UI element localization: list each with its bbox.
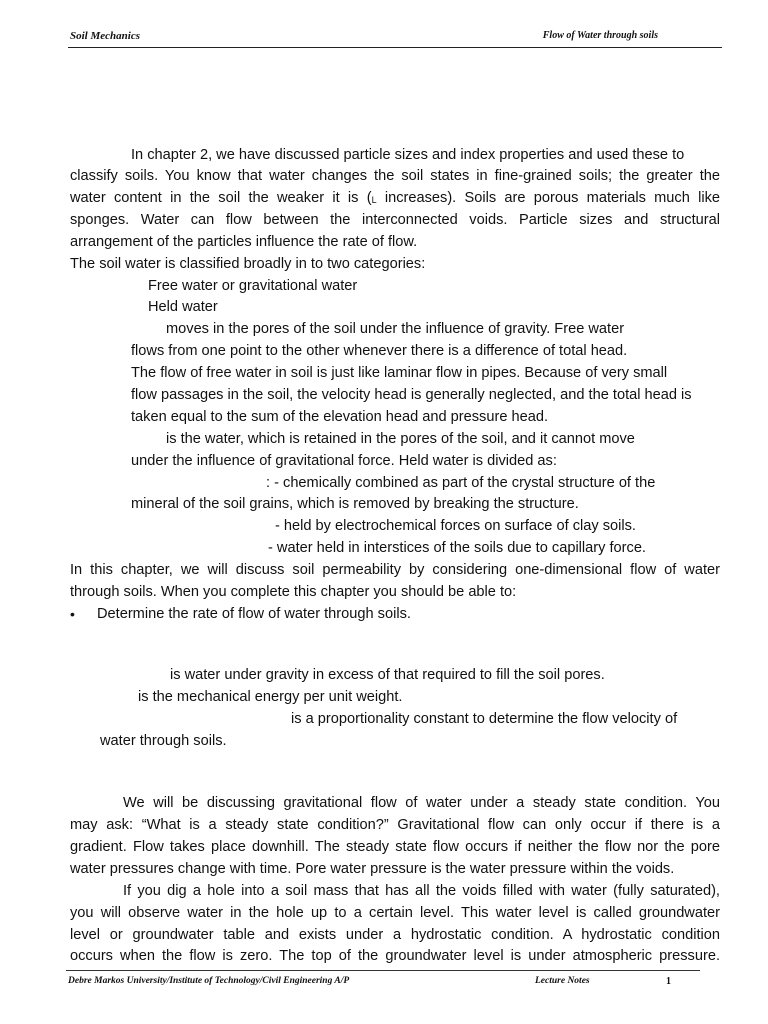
para-intro-line-3a: water content in the soil the weaker it is ( (70, 190, 372, 206)
held-water-line-5: - held by electrochemical forces on surface of clay soils. (275, 518, 636, 534)
held-water-line-3: : - chemically combined as part of the crystal structure of the (266, 475, 656, 491)
free-water-line-5: taken equal to the sum of the elevation head and pressure head. (131, 409, 549, 425)
held-water-line-4: mineral of the soil grains, which is removed by breaking the structure. (131, 496, 579, 512)
para-intro-line-4: sponges. Water can flow between the interconnected voids. Particle sizes and structural (70, 212, 720, 228)
steady-state-line-4: water pressures change with time. Pore water pressure is the water pressure within the voids. (70, 861, 675, 877)
groundwater-line-3: level or groundwater table and exists under a hydrostatic condition. A hydrostatic condition (70, 927, 720, 943)
free-water-line-3: The flow of free water in soil is just like laminar flow in pipes. Because of very small (131, 365, 668, 381)
para-intro-line-1: In chapter 2, we have discussed particle sizes and index properties and used these to (131, 147, 685, 163)
footer-lecture-notes: Lecture Notes (535, 976, 590, 986)
para-intro-line-5: arrangement of the particles influence the rate of flow. (70, 234, 418, 250)
page-number: 1 (666, 976, 671, 987)
free-water-line-2: flows from one point to the other whenever there is a difference of total head. (131, 343, 628, 359)
held-water-line-2: under the influence of gravitational force. Held water is divided as: (131, 453, 557, 469)
category-free-water: Free water or gravitational water (148, 278, 358, 294)
running-header-left: Soil Mechanics (70, 30, 140, 42)
definition-1: is water under gravity in excess of that required to fill the soil pores. (170, 667, 605, 683)
free-water-line-4: flow passages in the soil, the velocity head is generally neglected, and the total head is (131, 387, 692, 403)
groundwater-line-1: If you dig a hole into a soil mass that has all the voids filled with water (fully saturated), (123, 883, 720, 899)
para-intro-line-2: classify soils. You know that water changes the soil states in fine-grained soils; the greater the (70, 168, 720, 184)
chapter-intro-line-2: through soils. When you complete this chapter you should be able to: (70, 584, 517, 600)
category-held-water: Held water (148, 299, 218, 315)
chapter-intro-line-1: In this chapter, we will discuss soil permeability by considering one-dimensional flow of water (70, 562, 720, 578)
bullet-mark: • (70, 606, 75, 622)
para-intro-line-3 (70, 188, 720, 210)
soil-water-categories-intro: The soil water is classified broadly in to two categories: (70, 256, 426, 272)
steady-state-line-2: may ask: “What is a steady state condition?” Gravitational flow can only occur if there is a (70, 817, 720, 833)
steady-state-line-3: gradient. Flow takes place downhill. The steady state flow occurs if neither the flow nor the pore (70, 839, 720, 855)
groundwater-line-4: occurs when the flow is zero. The top of the groundwater level is under atmospheric pressure. (70, 948, 720, 964)
footer-rule (66, 970, 700, 971)
free-water-line-1: moves in the pores of the soil under the influence of gravity. Free water (166, 321, 625, 337)
groundwater-line-2: you will observe water in the hole up to a certain level. This water level is called groundwater (70, 905, 720, 921)
steady-state-line-1: We will be discussing gravitational flow of water under a steady state condition. You (123, 795, 720, 811)
footer-institution: Debre Markos University/Institute of Technology/Civil Engineering A/P (68, 976, 350, 986)
header-rule (68, 47, 722, 48)
liquid-limit-subscript: L (371, 195, 377, 205)
definition-2: is the mechanical energy per unit weight. (138, 689, 403, 705)
definition-3-line-2: water through soils. (100, 733, 227, 749)
held-water-line-6: - water held in interstices of the soils due to capillary force. (268, 540, 646, 556)
held-water-line-1: is the water, which is retained in the pores of the soil, and it cannot move (166, 431, 635, 447)
objective-item: Determine the rate of flow of water through soils. (97, 606, 411, 622)
running-header-right: Flow of Water through soils (542, 30, 658, 41)
definition-3-line-1: is a proportionality constant to determine the flow velocity of (291, 711, 678, 727)
para-intro-line-3b: increases). Soils are porous materials much like (376, 190, 720, 206)
